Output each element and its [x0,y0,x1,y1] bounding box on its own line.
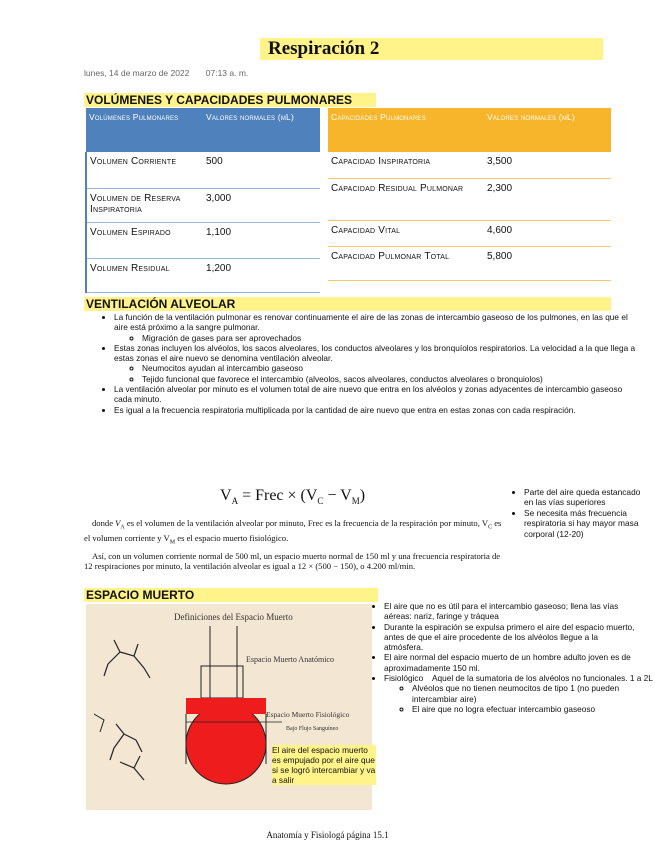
section-heading-ventilation: VENTILACIÓN ALVEOLAR [84,297,611,311]
list-item: • Estas zonas incluyen los alvéolos, los sacos alveolares, los conductos alveolares y los bronquíolos respiratorios. La velocidad a la que llega a estas zonas el aire nuevo se denomina ventilación alveolar. ◦ Neumocitos ayudan al intercambio gaseoso ◦ Tejido funcional que favorece el intercambio (alveolos, sacos alveolares, conductos alveolares o bronquiolos) [114,343,640,384]
list-item: • Durante la espiración se expulsa primero el aire del espacio muerto, antes de que el aire procedente de los alvéolos llegue a la atmósfera. [384,622,638,653]
table-cell-value: 2,300 [484,178,611,220]
table-cell-value: 500 [203,152,320,188]
capacities-table [328,108,611,281]
table-row: Capacidad Inspiratoria [328,152,484,178]
diagram-title: Definiciones del Espacio Muerto [174,612,293,622]
page-date: lunes, 14 de marzo de 2022 [84,68,190,78]
table-cell-value: 3,000 [203,188,320,222]
table-row: Capacidad Residual Pulmonar [328,178,484,220]
volumes-header-name: Volúmenes Pulmonares [86,108,203,152]
list-item: • La ventilación alveolar por minuto es el volumen total de aire nuevo que entra en los alvéolos y zonas adyacentes de intercambio gaseoso cada minuto. [114,384,640,405]
table-row: Capacidad Vital [328,220,484,246]
ventilation-notes [100,312,640,415]
table-row: Volumen de Reserva Inspiratoria [86,188,203,222]
list-item: • El aire que no es útil para el intercambio gaseoso; llena las vías aéreas: nariz, faringe y tráquea [384,601,638,622]
section-heading-volumes: VOLÚMENES Y CAPACIDADES PULMONARES [84,93,376,107]
list-item: ◦ Migración de gases para ser aprovechados [142,333,640,343]
volumes-header-value: Valores normales (mL) [203,108,320,152]
table-cell-value: 1,200 [203,258,320,292]
formula-explanation: donde $V_A$ es el volumen de la ventilación alveolar por minuto, Frec es la frecuencia de la respiración por minuto, $V_C$ es el volumen corriente y $V_M$ es el espacio muerto fisiológico. Así, con un volumen corriente normal de 500 ml, un espacio muerto normal de 150 ml y una frecuencia respiratoria de 12 respiraciones por minuto, la ventilación alveolar es igual a 12 × (500 − 150), o 4.200 ml/min. [84,518,502,572]
table-cell-value: 5,800 [484,246,611,280]
list-item: • Fisiológico Aquel de la sumatoria de los alvéolos no funcionales. 1 a 2L ◦ Alvéolos que no tienen neumocitos de tipo 1 (no pueden intercambiar aire) ◦ El aire que no logra efectuar intercambio gaseoso [384,673,638,714]
page-time: 07:13 a. m. [205,68,249,78]
list-item: ◦ El aire que no logra efectuar intercambio gaseoso [412,704,638,714]
volumes-table [85,108,320,293]
table-row: Volumen Corriente [86,152,203,188]
list-item: ◦ Alvéolos que no tienen neumocitos de tipo 1 (no pueden intercambiar aire) [412,683,638,704]
side-notes [514,487,644,539]
dead-space-notes [370,601,653,714]
label-physiologic: Espacio Muerto Fisiológico [266,710,350,719]
capacities-header-name: Capacidades Pulmonares [328,108,484,152]
diagram-caption: El aire del espacio muerto es empujado por el aire que si se logró intercambiar y va a salir [272,745,376,786]
list-item: ◦ Neumocitos ayudan al intercambio gaseoso [142,363,640,373]
table-cell-value: 1,100 [203,222,320,258]
alveolus-circle [186,704,266,784]
page-title: Respiración 2 [260,38,603,60]
table-row: Capacidad Pulmonar Total [328,246,484,280]
page-datetime [84,68,262,78]
list-item: • Parte del aire queda estancado en las vías superiores [524,487,644,508]
list-item: • El aire normal del espacio muerto de un hombre adulto joven es de aproximadamente 150 ml. [384,652,638,673]
label-anatomic: Espacio Muerto Anatómico [246,655,334,664]
table-row: Volumen Residual [86,258,203,292]
ventilation-formula: $V_A$ = Frec × $(V_C - V_M)$ [220,487,366,507]
capacities-header-value: Valores normales (mL) [484,108,611,152]
section-heading-dead-space: ESPACIO MUERTO [84,588,378,602]
page-footer: Anatomía y Fisiologá página 15.1 [266,830,389,840]
list-item: ◦ Tejido funcional que favorece el intercambio (alveolos, sacos alveolares, conductos alveolares o bronquiolos) [142,374,640,384]
label-flow: Bajo Flujo Sanguíneo [286,726,339,732]
table-row: Volumen Espirado [86,222,203,258]
list-item: • La función de la ventilación pulmonar es renovar continuamente el aire de las zonas de intercambio gaseoso de los pulmones, en las que el aire está próximo a la sangre pulmonar. ◦ Migración de gases para ser aprovechados [114,312,640,343]
list-item: • Se necesita más frecuencia respiratoria si hay mayor masa corporal (12-20) [524,508,644,539]
list-item: • Es igual a la frecuencia respiratoria multiplicada por la cantidad de aire nuevo que entra en estas zonas con cada respiración. [114,405,640,415]
table-cell-value: 3,500 [484,152,611,178]
table-cell-value: 4,600 [484,220,611,246]
